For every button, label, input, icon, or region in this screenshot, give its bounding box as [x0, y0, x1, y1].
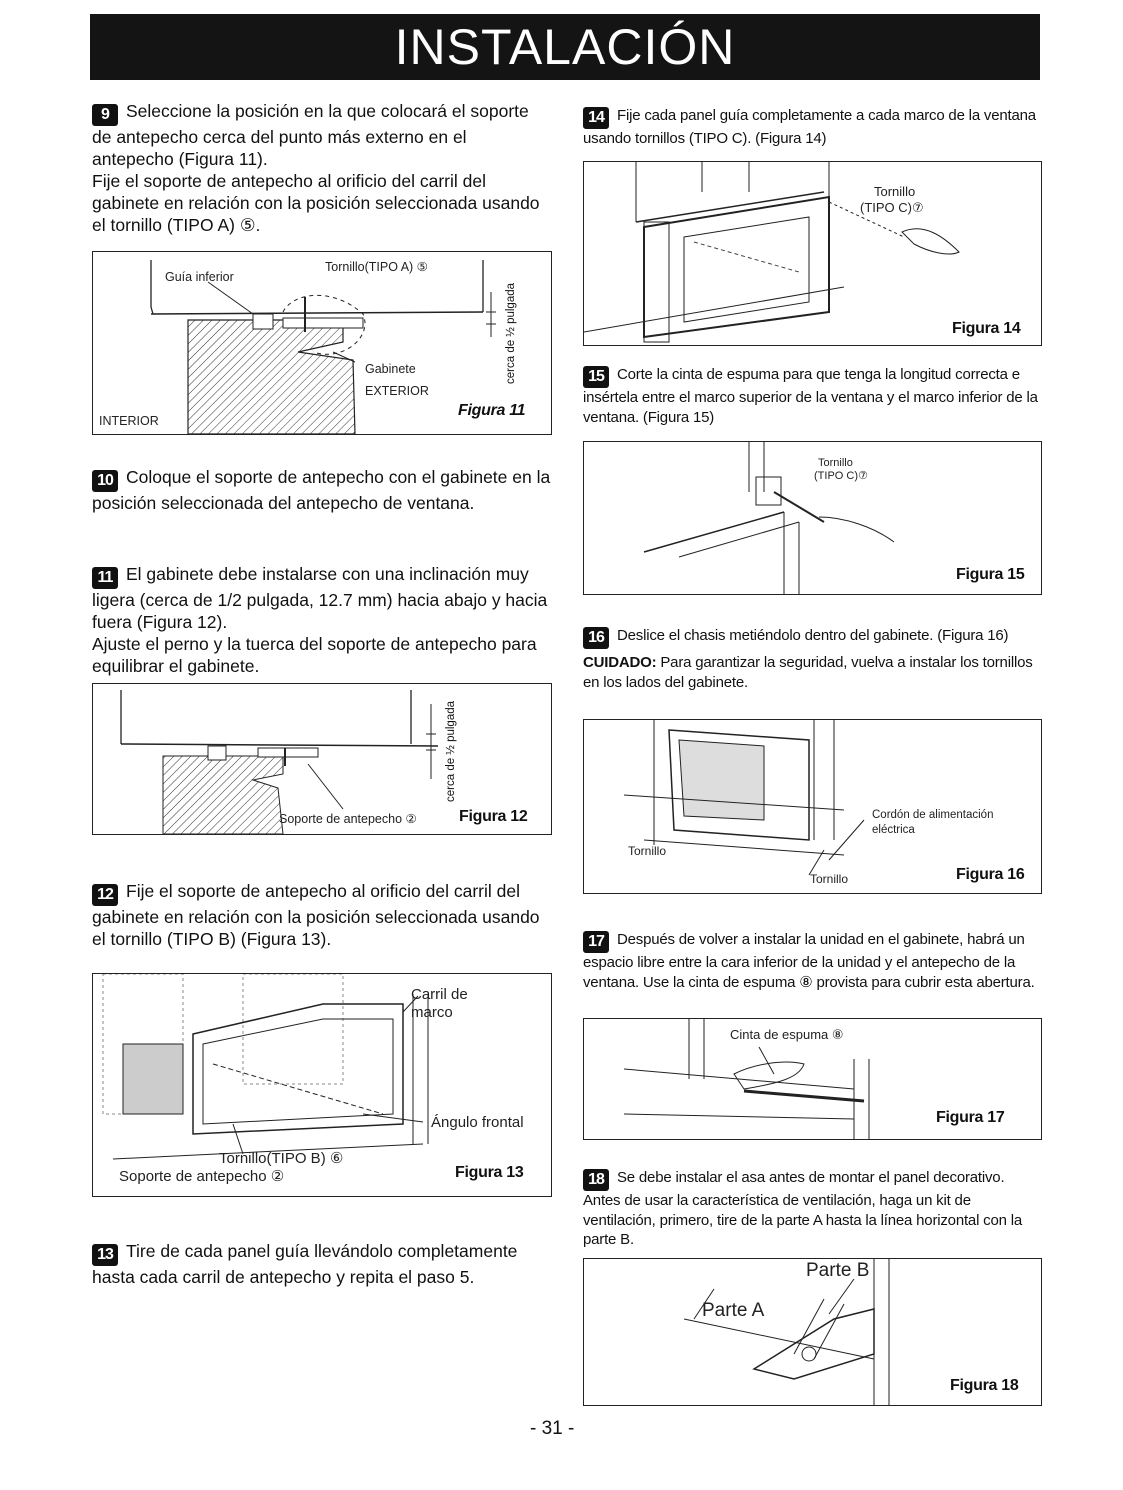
step-text: Coloque el soporte de antepecho con el gabinete en la posición seleccionada del antepecho de ventana.	[92, 467, 551, 513]
figure-caption: Figura 11	[458, 402, 526, 419]
step-text: Ajuste el perno y la tuerca del soporte de antepecho para equilibrar el gabinete.	[92, 634, 537, 676]
figure-15	[583, 441, 1042, 595]
label-carril-de-marco: Carril de marco	[411, 986, 468, 1021]
step-number-badge: 11	[92, 567, 118, 589]
step-17	[583, 930, 1043, 992]
page-number: - 31 -	[530, 1418, 575, 1439]
label-gabinete: Gabinete	[365, 362, 416, 376]
figure-13	[92, 973, 552, 1197]
label-tipo-c: (TIPO C)⑦	[814, 470, 868, 482]
figure-17	[583, 1018, 1042, 1140]
step-10	[92, 466, 552, 514]
label-tornillo-tipo-a: Tornillo(TIPO A) ⑤	[325, 260, 428, 274]
label-parte-b: Parte B	[806, 1260, 870, 1281]
label-guia-inferior: Guía inferior	[165, 270, 234, 284]
figure-14-illustration	[584, 162, 1041, 345]
label-soporte-antepecho: Soporte de antepecho ②	[119, 1168, 285, 1185]
figure-11	[92, 251, 552, 435]
step-16	[583, 626, 1043, 692]
label-tornillo: Tornillo	[874, 184, 916, 199]
step-text: Fije el soporte de antepecho al orificio del carril del gabinete en relación con la posición seleccionada usando el tornillo (TIPO A) ⑤.	[92, 171, 540, 235]
figure-12	[92, 683, 552, 835]
label-cerca-media-pulgada: cerca de ½ pulgada	[445, 700, 457, 802]
figure-16	[583, 719, 1042, 894]
page-title: INSTALACIÓN	[394, 19, 736, 75]
step-14	[583, 106, 1043, 149]
figure-18	[583, 1258, 1042, 1406]
page-header	[90, 14, 1040, 80]
step-text: Se debe instalar el asa antes de montar el panel decorativo. Antes de usar la característica de ventilación, haga un kit de ventilación, primero, tire de la parte A hasta la línea horizontal con la parte B.	[583, 1169, 1022, 1248]
label-tornillo-left: Tornillo	[628, 844, 667, 858]
figure-caption: Figura 17	[936, 1109, 1005, 1126]
step-text: Fije cada panel guía completamente a cada marco de la ventana usando tornillos (TIPO C). (Figura 14)	[583, 107, 1036, 147]
step-text: Tire de cada panel guía llevándolo completamente hasta cada carril de antepecho y repita el paso 5.	[92, 1241, 518, 1287]
step-text: Deslice el chasis metiéndolo dentro del gabinete. (Figura 16)	[617, 627, 1009, 644]
label-tornillo: Tornillo	[818, 457, 853, 469]
figure-caption: Figura 12	[459, 808, 528, 825]
label-soporte-antepecho: Soporte de antepecho ②	[279, 812, 417, 826]
label-tornillo-bottom: Tornillo	[810, 872, 849, 886]
step-18	[583, 1168, 1043, 1250]
step-text: Fije el soporte de antepecho al orificio del carril del gabinete en relación con la posición seleccionada usando el tornillo (TIPO B) (Figura 13).	[92, 881, 540, 949]
step-number-badge: 13	[92, 1244, 118, 1266]
figure-caption: Figura 14	[952, 320, 1021, 337]
step-number-badge: 12	[92, 884, 118, 906]
label-parte-a: Parte A	[702, 1300, 765, 1321]
figure-14	[583, 161, 1042, 346]
caution-label: CUIDADO:	[583, 654, 657, 671]
label-cerca-media-pulgada: cerca de ½ pulgada	[505, 282, 517, 384]
step-15	[583, 365, 1043, 427]
step-text: Seleccione la posición en la que colocará el soporte de antepecho cerca del punto más externo en el antepecho (Figura 11).	[92, 101, 529, 169]
step-11	[92, 563, 552, 677]
step-text: El gabinete debe instalarse con una inclinación muy ligera (cerca de 1/2 pulgada, 12.7 mm) hacia abajo y hacia fuera (Figura 12).	[92, 564, 548, 632]
step-12	[92, 880, 552, 950]
label-interior: INTERIOR	[99, 414, 159, 428]
step-number-badge: 16	[583, 627, 609, 649]
label-tipo-c: (TIPO C)⑦	[860, 200, 924, 215]
step-9	[92, 100, 542, 236]
step-number-badge: 10	[92, 470, 118, 492]
step-number-badge: 15	[583, 366, 609, 388]
figure-caption: Figura 16	[956, 866, 1025, 883]
figure-caption: Figura 13	[455, 1164, 524, 1181]
step-number-badge: 9	[92, 104, 118, 126]
step-text: Corte la cinta de espuma para que tenga la longitud correcta e insértela entre el marco superior de la ventana y el marco inferior de la ventana. (Figura 15)	[583, 366, 1038, 426]
figure-caption: Figura 18	[950, 1377, 1019, 1394]
step-13	[92, 1240, 542, 1288]
label-angulo-frontal: Ángulo frontal	[431, 1114, 524, 1131]
caution-text: Para garantizar la seguridad, vuelva a instalar los tornillos en los lados del gabinete.	[583, 654, 1033, 691]
label-cinta-de-espuma: Cinta de espuma ⑧	[730, 1027, 844, 1042]
step-number-badge: 18	[583, 1169, 609, 1191]
figure-caption: Figura 15	[956, 566, 1025, 583]
label-tornillo-tipo-b: Tornillo(TIPO B) ⑥	[219, 1150, 344, 1167]
step-number-badge: 14	[583, 107, 609, 129]
step-text: Después de volver a instalar la unidad en el gabinete, habrá un espacio libre entre la cara inferior de la unidad y el antepecho de la ventana. Use la cinta de espuma ⑧ provista para cubrir esta abertura.	[583, 931, 1035, 991]
label-cordon-alimentacion: Cordón de alimentación eléctrica	[872, 809, 994, 836]
label-exterior: EXTERIOR	[365, 384, 429, 398]
step-number-badge: 17	[583, 931, 609, 953]
